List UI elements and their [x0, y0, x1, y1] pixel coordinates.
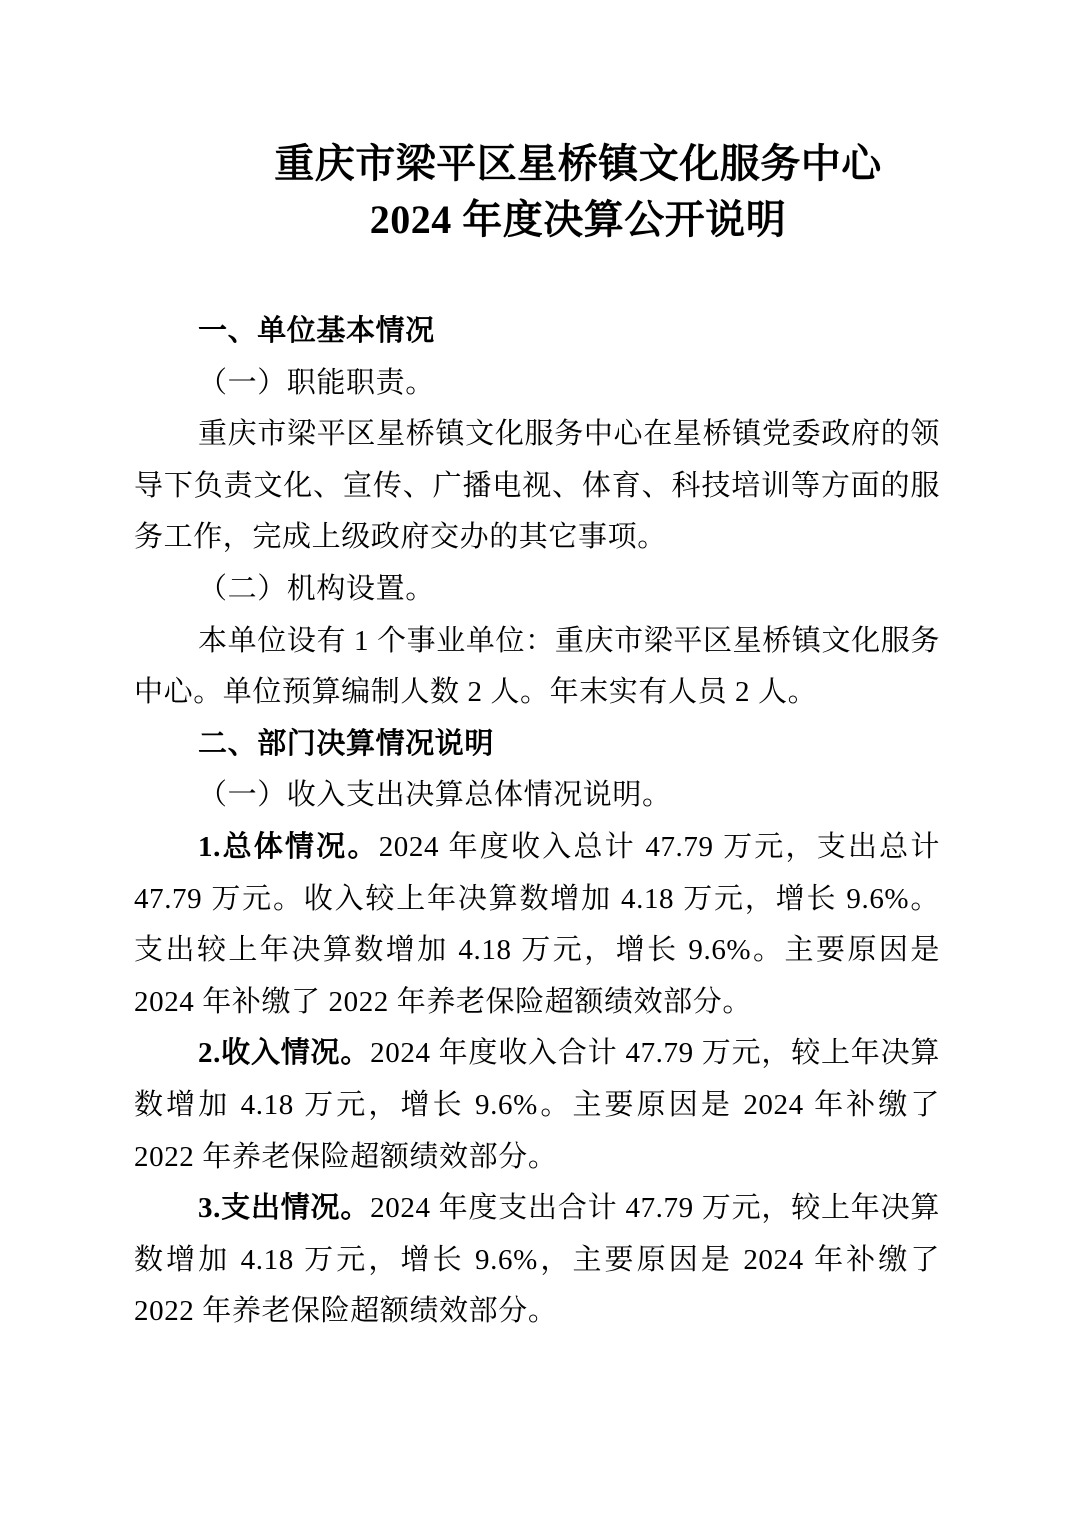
section-heading-unit-basic-info: 一、单位基本情况: [198, 315, 435, 347]
paragraph-overall-situation-lead: 1.总体情况。: [198, 830, 379, 863]
subsection-heading-org-setup: （二）机构设置。: [198, 572, 435, 605]
document-title: [134, 136, 940, 248]
paragraph-expense-situation-lead: 3.支出情况。: [198, 1192, 371, 1225]
document-body: [134, 306, 940, 1338]
paragraph-expense-situation-text: 2024 年度支出合计 47.79 万元，较上年决算数增加 4.18 万元，增长 9.6%，主要原因是 2024 年补缴了 2022 年养老保险超额绩效部分。: [134, 1192, 940, 1328]
paragraph-duties: 重庆市梁平区星桥镇文化服务中心在星桥镇党委政府的领导下负责文化、宣传、广播电视、体育、科技培训等方面的服务工作，完成上级政府交办的其它事项。: [134, 418, 940, 554]
paragraph-org-setup: 本单位设有 1 个事业单位：重庆市梁平区星桥镇文化服务中心。单位预算编制人数 2 人。年末实有人员 2 人。: [134, 624, 940, 709]
paragraph-income-situation-text: 2024 年度收入合计 47.79 万元，较上年决算数增加 4.18 万元，增长 9.6%。主要原因是 2024 年补缴了 2022 年养老保险超额绩效部分。: [134, 1037, 940, 1173]
paragraph-expense-situation: [134, 1183, 940, 1338]
document-title-line-2: 2024 年度决算公开说明: [369, 197, 787, 242]
subsection-heading-income-expense-overview: （一）收入支出决算总体情况说明。: [198, 779, 672, 812]
section-heading-final-accounts: 二、部门决算情况说明: [198, 727, 495, 760]
paragraph-income-situation-lead: 2.收入情况。: [198, 1037, 371, 1070]
paragraph-overall-situation: [134, 822, 940, 1028]
paragraph-overall-situation-text: 2024 年度收入总计 47.79 万元，支出总计 47.79 万元。收入较上年决算数增加 4.18 万元，增长 9.6%。支出较上年决算数增加 4.18 万元，增长 9.6%。主要原因是 2024 年补缴了 2022 年养老保险超额绩效部分。: [134, 830, 940, 1018]
paragraph-income-situation: [134, 1028, 940, 1183]
document-title-line-1: 重庆市梁平区星桥镇文化服务中心: [274, 141, 882, 186]
subsection-heading-duties: （一）职能职责。: [198, 366, 435, 399]
